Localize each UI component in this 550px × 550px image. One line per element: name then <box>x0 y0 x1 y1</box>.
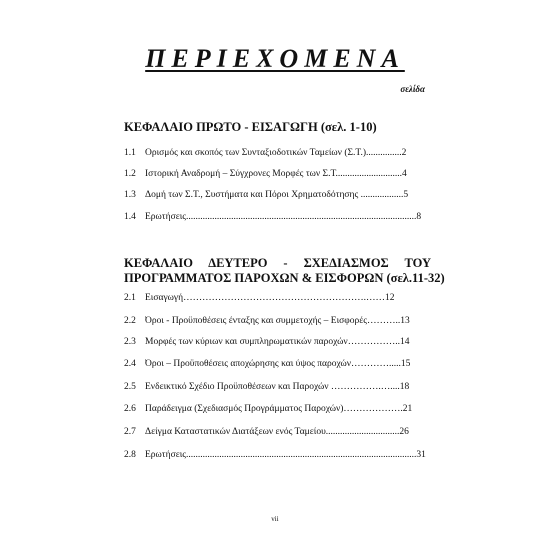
toc-entry-text: Παράδειγμα (Σχεδιασμός Προγράμματος Παροχών)……………….21 <box>145 404 413 414</box>
toc-entry-number: 1.1 <box>124 148 136 158</box>
chapter-2-heading-line-1: ΚΕΦΑΛΑΙΟ ΔΕΥΤΕΡΟ - ΣΧΕΔΙΑΣΜΟΣ ΤΟΥ <box>124 256 431 270</box>
toc-title: ΠΕΡΙΕΧΟΜΕΝΑ <box>145 44 405 73</box>
toc-entry <box>124 189 432 202</box>
toc-entry <box>124 336 432 349</box>
toc-entry-number: 1.3 <box>124 190 136 200</box>
page-number: vii <box>271 515 279 523</box>
toc-entry-text: Ερωτήσεις.................................................................................................31 <box>145 450 426 460</box>
toc-entry-number: 1.4 <box>124 212 136 222</box>
toc-entry-text: Όροι – Προϋποθέσεις αποχώρησης και ύψος παροχών………….....15 <box>145 359 411 369</box>
toc-entry-text: Εισαγωγή………………………………………………….……12 <box>145 293 395 303</box>
toc-entry-text: Δείγμα Καταστατικών Διατάξεων ενός Ταμείου...............................26 <box>145 427 409 437</box>
toc-entry-number: 2.4 <box>124 359 136 369</box>
toc-entry-text: Ενδεικτικό Σχέδιο Προϋποθέσεων και Παροχών …………….…....18 <box>145 382 410 392</box>
toc-entry-number: 2.3 <box>124 337 136 347</box>
toc-entry-text: Δομή των Σ.Τ., Συστήματα και Πόροι Χρηματοδότησης ..................5 <box>145 190 409 200</box>
toc-entry <box>124 381 432 394</box>
toc-entry-number: 2.2 <box>124 316 136 326</box>
chapter-1-heading: ΚΕΦΑΛΑΙΟ ΠΡΩΤΟ - ΕΙΣΑΓΩΓΗ (σελ. 1-10) <box>124 120 377 134</box>
toc-entry <box>124 403 432 416</box>
toc-entry <box>124 168 432 181</box>
toc-entry-number: 1.2 <box>124 169 136 179</box>
toc-entry <box>124 449 432 462</box>
toc-entry-text: Ορισμός και σκοπός των Συνταξιοδοτικών Ταμείων (Σ.Τ.)...............2 <box>145 148 407 158</box>
toc-entry-text: Ιστορική Αναδρομή – Σύγχρονες Μορφές των Σ.Τ............................4 <box>145 169 407 179</box>
toc-entry <box>124 147 432 160</box>
toc-entry-number: 2.1 <box>124 293 136 303</box>
toc-entry-text: Μορφές των κύριων και συμπληρωματικών παροχών……………..14 <box>145 337 410 347</box>
toc-entry-number: 2.7 <box>124 427 136 437</box>
toc-entry <box>124 426 432 439</box>
page-column-label: σελίδα <box>400 84 425 94</box>
toc-entry-text: Όροι - Προϋποθέσεις ένταξης και συμμετοχής – Εισφορές………..13 <box>145 316 410 326</box>
chapter-2-heading-line-2: ΠΡΟΓΡΑΜΜΑΤΟΣ ΠΑΡΟΧΩΝ & ΕΙΣΦΟΡΩΝ (σελ.11-32) <box>124 271 445 285</box>
toc-entry <box>124 315 432 328</box>
toc-entry-number: 2.6 <box>124 404 136 414</box>
toc-entry <box>124 211 432 224</box>
toc-entry-number: 2.5 <box>124 382 136 392</box>
toc-entry <box>124 358 432 371</box>
toc-entry-text: Ερωτήσεις.................................................................................................8 <box>145 212 422 222</box>
toc-entry-number: 2.8 <box>124 450 136 460</box>
toc-entry <box>124 292 432 305</box>
